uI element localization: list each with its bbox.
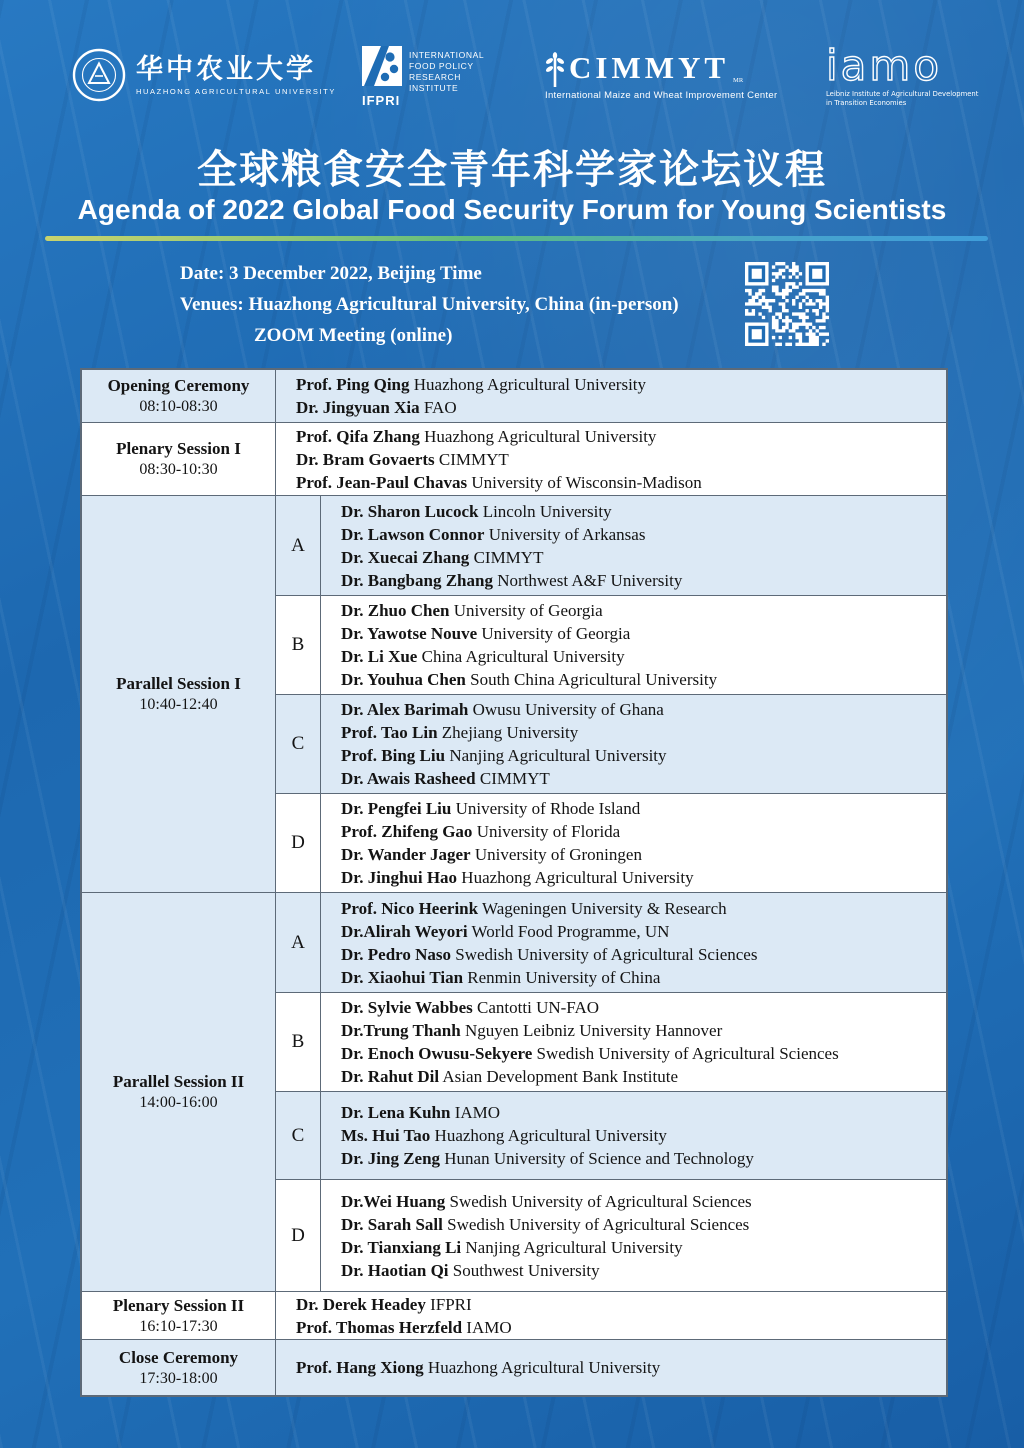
speaker-name: Dr. Jinghui Hao (341, 868, 458, 887)
speaker-entry (341, 569, 938, 592)
speaker-entry (296, 448, 938, 471)
speaker-name: Prof. Nico Heerink (341, 898, 479, 918)
speaker-affiliation: Zhejiang University (441, 723, 579, 742)
group-letter: C (276, 695, 321, 793)
speaker-entry (341, 1213, 938, 1236)
group-letter: D (276, 794, 321, 892)
speaker-affiliation: Nanjing Agricultural University (449, 746, 667, 765)
speaker-list (321, 695, 946, 793)
speaker-affiliation: IFPRI (430, 1294, 472, 1314)
speaker-entry (341, 866, 938, 889)
group-a (276, 893, 946, 992)
group-letter: C (276, 1092, 321, 1179)
speaker-name: Dr. Haotian Qi (341, 1260, 449, 1280)
speaker-affiliation: IAMO (466, 1317, 512, 1337)
hzau-seal-icon (72, 48, 126, 102)
speaker-entry (341, 767, 938, 790)
speaker-entry (341, 897, 938, 920)
speaker-entry (296, 1316, 938, 1339)
speaker-name: Dr. Jingyuan Xia (296, 398, 420, 417)
event-venue: Venues: Huazhong Agricultural University, China (in-person) (180, 294, 679, 315)
speaker-entry (296, 471, 938, 494)
session-title: Plenary Session I (116, 439, 241, 458)
iamo-acronym: iamo (826, 41, 943, 90)
speaker-affiliation: South China Agricultural University (470, 670, 718, 689)
speaker-entry (296, 1356, 938, 1379)
ifpri-name-line: RESEARCH (409, 72, 462, 82)
event-meta (180, 258, 679, 351)
session-time: 16:10-17:30 (139, 1317, 218, 1335)
gradient-divider (45, 236, 988, 241)
ifpri-name-line: INSTITUTE (409, 83, 459, 93)
group-letter: B (276, 596, 321, 694)
speaker-affiliation: Huazhong Agricultural University (434, 1126, 667, 1145)
speaker-affiliation: Huazhong Agricultural University (427, 1358, 661, 1377)
speaker-name: Dr. Rahut Dil (341, 1067, 440, 1086)
speaker-list (321, 1180, 946, 1291)
speaker-affiliation: University of Georgia (453, 601, 603, 620)
speaker-affiliation: CIMMYT (438, 449, 509, 469)
speaker-affiliation: China Agricultural University (421, 647, 625, 666)
session-time: 08:10-08:30 (139, 398, 218, 415)
agenda-row-opening-ceremony (82, 370, 946, 422)
session-title: Close Ceremony (118, 1347, 239, 1367)
speaker-list (321, 794, 946, 892)
ifpri-logo (362, 46, 484, 108)
speaker-affiliation: IAMO (454, 1103, 501, 1122)
speaker-name: Dr. Bram Govaerts (296, 449, 435, 469)
group-d (276, 793, 946, 892)
ifpri-name-line: INTERNATIONAL (409, 50, 485, 60)
speaker-list (276, 423, 946, 495)
speaker-name: Dr. Sarah Sall (341, 1214, 443, 1234)
speaker-entry (341, 523, 938, 546)
hzau-logo (72, 48, 336, 102)
agenda-row-plenary-1 (82, 422, 946, 495)
speaker-affiliation: World Food Programme, UN (471, 921, 670, 941)
speaker-name: Dr. Alex Barimah (341, 700, 469, 719)
speaker-name: Dr. Pengfei Liu (341, 799, 452, 818)
speaker-affiliation: Swedish University of Agricultural Sciences (455, 944, 758, 964)
cimmyt-tagline: International Maize and Wheat Improvement Center (545, 90, 778, 101)
speaker-list (321, 1092, 946, 1179)
speaker-entry (296, 1293, 938, 1316)
forum-title-english: Agenda of 2022 Global Food Security Forum for Young Scientists (77, 194, 947, 225)
speaker-affiliation: Northwest A&F University (497, 570, 683, 590)
group-c (276, 694, 946, 793)
speaker-affiliation: University of Georgia (481, 624, 631, 643)
speaker-name: Dr. Zhuo Chen (341, 601, 450, 620)
speaker-entry (341, 1147, 938, 1170)
iamo-tagline-line: Leibniz Institute of Agricultural Development (826, 90, 979, 98)
speaker-affiliation: University of Florida (476, 822, 621, 841)
agenda-row-parallel-2 (82, 892, 946, 1291)
speaker-affiliation: Lincoln University (482, 501, 612, 521)
speaker-name: Dr. Enoch Owusu-Sekyere (341, 1044, 533, 1063)
ifpri-name (409, 50, 484, 108)
speaker-name: Dr. Yawotse Nouve (341, 624, 478, 643)
speaker-affiliation: Owusu University of Ghana (472, 700, 664, 719)
speaker-entry (341, 1190, 938, 1213)
speaker-name: Dr. Sharon Lucock (341, 501, 479, 521)
session-cell (82, 423, 276, 495)
speaker-name: Prof. Jean-Paul Chavas (296, 472, 468, 492)
speaker-affiliation: Wageningen University & Research (482, 898, 727, 918)
session-time: 14:00-16:00 (139, 1094, 218, 1111)
speaker-affiliation: CIMMYT (479, 769, 550, 788)
qr-code-icon (745, 262, 829, 346)
speaker-entry (341, 668, 938, 691)
speaker-entry (341, 622, 938, 645)
session-cell (82, 370, 276, 422)
speaker-name: Prof. Hang Xiong (296, 1358, 424, 1377)
speaker-entry (341, 645, 938, 668)
group-letter: A (276, 496, 321, 595)
speaker-name: Dr. Awais Rasheed (341, 769, 476, 788)
speaker-entry (341, 820, 938, 843)
session-cell (82, 1340, 276, 1395)
parallel-groups (276, 893, 946, 1291)
speaker-name: Dr. Xiaohui Tian (341, 967, 464, 987)
speaker-entry (341, 920, 938, 943)
speaker-entry (341, 721, 938, 744)
group-c (276, 1091, 946, 1179)
speaker-name: Dr. Pedro Naso (341, 944, 452, 964)
speaker-entry (296, 425, 938, 448)
group-b (276, 595, 946, 694)
cimmyt-logo (545, 52, 777, 101)
group-a (276, 496, 946, 595)
event-venue-online: ZOOM Meeting (online) (254, 325, 453, 346)
hzau-name-zh: 华中农业大学 (136, 54, 316, 84)
speaker-list (276, 370, 946, 422)
speaker-entry (341, 966, 938, 989)
speaker-entry (341, 1124, 938, 1147)
speaker-affiliation: Asian Development Bank Institute (442, 1067, 678, 1086)
session-title: Plenary Session II (112, 1295, 245, 1315)
session-title: Parallel Session I (116, 674, 241, 693)
agenda-row-plenary-2 (82, 1291, 946, 1339)
session-time: 08:30-10:30 (139, 461, 218, 478)
speaker-name: Prof. Bing Liu (341, 746, 446, 765)
group-b (276, 992, 946, 1091)
group-letter: B (276, 993, 321, 1091)
speaker-affiliation: Renmin University of China (467, 967, 661, 987)
hzau-logo-text (136, 54, 336, 96)
speaker-affiliation: University of Groningen (474, 845, 642, 864)
speaker-list (276, 1292, 946, 1339)
speaker-entry (341, 943, 938, 966)
speaker-affiliation: Swedish University of Agricultural Sciences (449, 1191, 752, 1211)
session-title: Parallel Session II (112, 1072, 245, 1091)
speaker-affiliation: Cantotti UN-FAO (477, 998, 600, 1017)
speaker-name: Prof. Zhifeng Gao (341, 822, 473, 841)
speaker-list (321, 596, 946, 694)
speaker-name: Dr. Xuecai Zhang (341, 547, 470, 567)
speaker-affiliation: Hunan University of Science and Technology (444, 1149, 754, 1168)
speaker-affiliation: FAO (423, 398, 457, 417)
speaker-entry (341, 1042, 938, 1065)
speaker-name: Dr. Li Xue (341, 647, 418, 666)
speaker-name: Dr. Lena Kuhn (341, 1103, 451, 1122)
agenda-row-close-ceremony (82, 1339, 946, 1395)
speaker-affiliation: Huazhong Agricultural University (413, 375, 647, 394)
speaker-affiliation: Southwest University (452, 1260, 600, 1280)
speaker-entry (341, 500, 938, 523)
speaker-entry (341, 698, 938, 721)
speaker-affiliation: University of Rhode Island (455, 799, 641, 818)
speaker-affiliation: University of Arkansas (488, 524, 646, 544)
speaker-list (276, 1340, 946, 1395)
speaker-affiliation: Nguyen Leibniz University Hannover (464, 1021, 723, 1040)
speaker-affiliation: Swedish University of Agricultural Sciences (536, 1044, 839, 1063)
speaker-name: Dr. Derek Headey (296, 1294, 426, 1314)
speaker-entry (341, 1236, 938, 1259)
group-letter: A (276, 893, 321, 992)
iamo-tagline (826, 90, 978, 107)
cimmyt-trademark: MR (733, 77, 744, 84)
speaker-name: Prof. Thomas Herzfeld (296, 1317, 463, 1337)
ifpri-name-line: FOOD POLICY (409, 61, 474, 71)
speaker-list (321, 496, 946, 595)
wheat-spike-icon (545, 52, 565, 88)
hzau-name-en: HUAZHONG AGRICULTURAL UNIVERSITY (136, 87, 336, 96)
speaker-name: Dr. Bangbang Zhang (341, 570, 493, 590)
speaker-name: Ms. Hui Tao (341, 1126, 431, 1145)
speaker-name: Dr.Trung Thanh (341, 1021, 461, 1040)
speaker-name: Dr. Wander Jager (341, 845, 471, 864)
speaker-entry (341, 1259, 938, 1282)
speaker-entry (341, 599, 938, 622)
speaker-entry (341, 546, 938, 569)
speaker-affiliation: Huazhong Agricultural University (424, 426, 657, 446)
agenda-row-parallel-1 (82, 495, 946, 892)
cimmyt-acronym: CIMMYT (569, 50, 730, 85)
session-cell (82, 496, 276, 892)
speaker-entry (341, 996, 938, 1019)
session-time: 17:30-18:00 (139, 1369, 218, 1387)
speaker-affiliation: CIMMYT (473, 547, 544, 567)
speaker-name: Prof. Tao Lin (341, 723, 438, 742)
speaker-entry (341, 843, 938, 866)
session-cell (82, 1292, 276, 1339)
event-date: Date: 3 December 2022, Beijing Time (180, 263, 482, 284)
ifpri-acronym: IFPRI (362, 93, 401, 108)
speaker-entry (341, 744, 938, 767)
speaker-entry (296, 396, 938, 419)
session-title: Opening Ceremony (107, 376, 250, 395)
speaker-name: Dr.Alirah Weyori (341, 921, 468, 941)
speaker-list (321, 893, 946, 992)
speaker-name: Dr. Lawson Connor (341, 524, 485, 544)
ifpri-mark (362, 46, 402, 108)
speaker-name: Dr. Jing Zeng (341, 1149, 441, 1168)
group-letter: D (276, 1180, 321, 1291)
iamo-logo (826, 41, 979, 107)
qr-code (745, 262, 829, 346)
session-time: 10:40-12:40 (139, 696, 218, 713)
iamo-tagline-line: in Transition Economies (826, 98, 907, 107)
speaker-entry (296, 373, 938, 396)
speaker-entry (341, 1101, 938, 1124)
speaker-name: Dr. Sylvie Wabbes (341, 998, 473, 1017)
speaker-name: Dr. Youhua Chen (341, 670, 466, 689)
session-cell (82, 893, 276, 1291)
speaker-list (321, 993, 946, 1091)
parallel-groups (276, 496, 946, 892)
speaker-name: Dr. Tianxiang Li (341, 1237, 462, 1257)
speaker-name: Dr.Wei Huang (341, 1191, 446, 1211)
speaker-entry (341, 1065, 938, 1088)
speaker-name: Prof. Ping Qing (296, 375, 410, 394)
speaker-entry (341, 1019, 938, 1042)
speaker-affiliation: Swedish University of Agricultural Sciences (447, 1214, 750, 1234)
speaker-affiliation: Nanjing Agricultural University (465, 1237, 683, 1257)
speaker-entry (341, 797, 938, 820)
speaker-affiliation: University of Wisconsin-Madison (471, 472, 702, 492)
ifpri-plant-icon (362, 46, 402, 86)
forum-title-chinese: 全球粮食安全青年科学家论坛议程 (197, 148, 827, 192)
group-d (276, 1179, 946, 1291)
speaker-affiliation: Huazhong Agricultural University (461, 868, 694, 887)
speaker-name: Prof. Qifa Zhang (296, 426, 420, 446)
agenda-table (80, 368, 948, 1397)
